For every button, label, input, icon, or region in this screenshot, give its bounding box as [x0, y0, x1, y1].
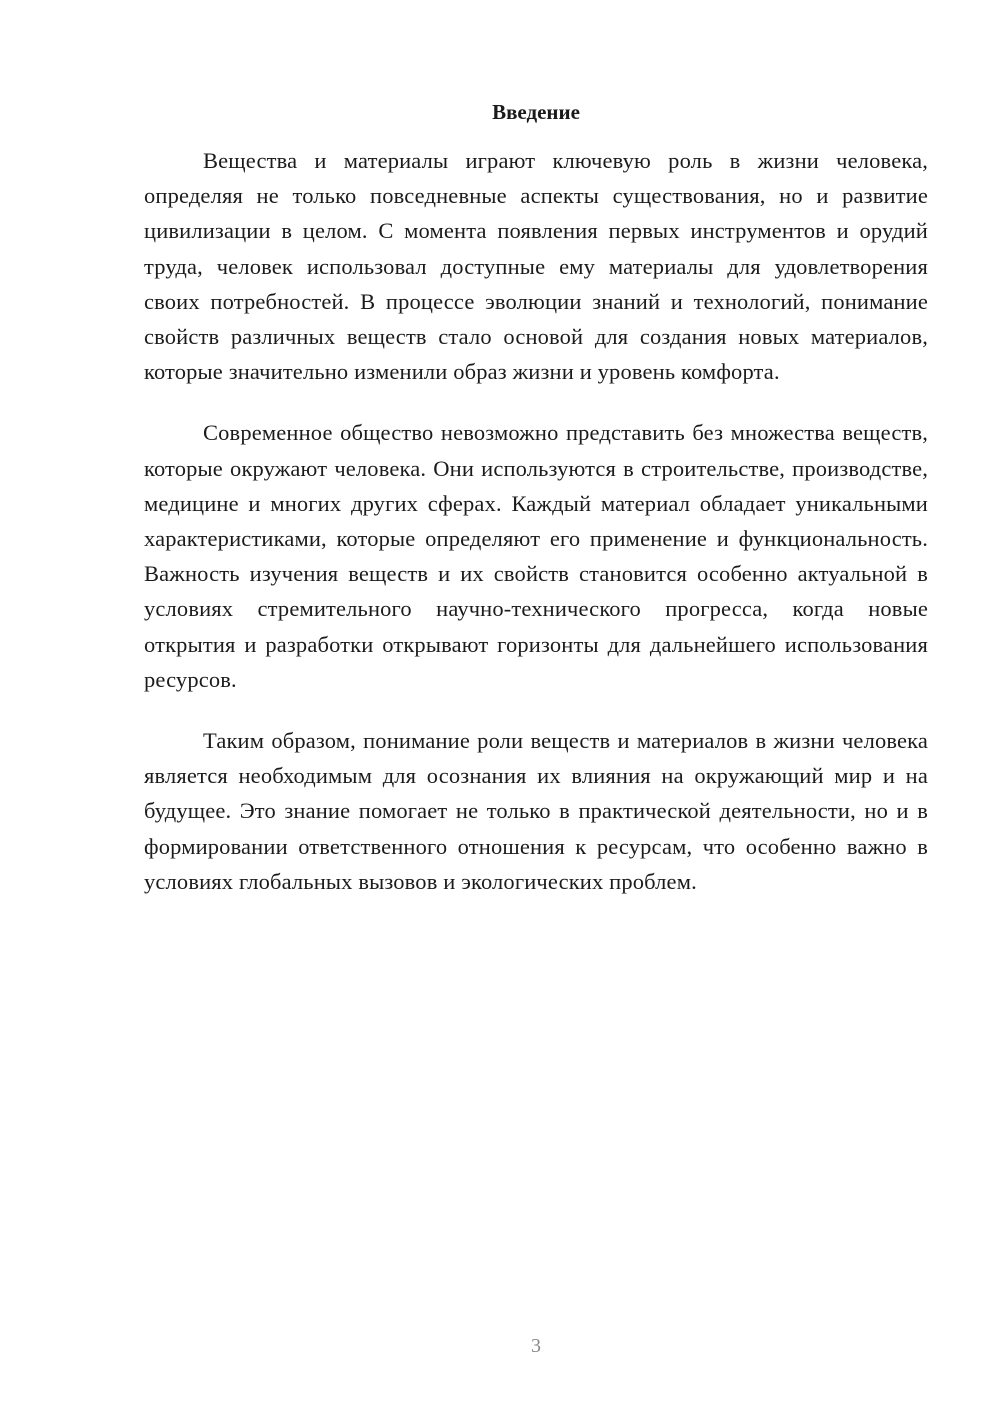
section-heading: Введение — [492, 100, 580, 124]
paragraph-2: Современное общество невозможно представить без множества веществ, которые окружают человека. Они используются в строительстве, производстве, медицине и многих других сферах. Каждый материал обладает уникальными характеристиками, которые определяют его применение и функциональность. Важность изучения веществ и их свойств становится особенно актуальной в условиях стремительного научно-технического прогресса, когда новые открытия и разработки открывают горизонты для дальнейшего использования ресурсов. — [144, 420, 928, 692]
page-number: 3 — [531, 1335, 541, 1357]
paragraph-1: Вещества и материалы играют ключевую роль в жизни человека, определяя не только повседневные аспекты существования, но и развитие цивилизации в целом. С момента появления первых инструментов и орудий труда, человек использовал доступные ему материалы для удовлетворения своих потребностей. В процессе эволюции знаний и технологий, понимание свойств различных веществ стало основой для создания новых материалов, которые значительно изменили образ жизни и уровень комфорта. — [144, 148, 928, 385]
body-text — [144, 143, 928, 925]
paragraph-3: Таким образом, понимание роли веществ и материалов в жизни человека является необходимым для осознания их влияния на окружающий мир и на будущее. Это знание помогает не только в практической деятельности, но и в формировании ответственного отношения к ресурсам, что особенно важно в условиях глобальных вызовов и экологических проблем. — [144, 728, 928, 894]
